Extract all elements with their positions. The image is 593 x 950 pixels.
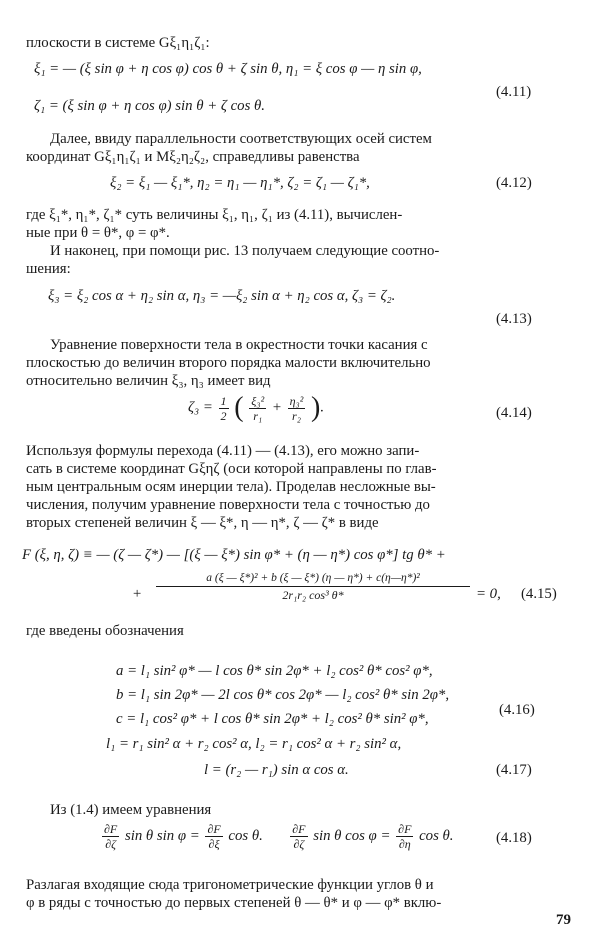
equation-line: ξ₁ = — (ξ sin φ + η cos φ) cos θ + ζ sin θ, η₁ = ξ cos φ — η sin φ,	[34, 61, 422, 77]
text-line: сать в системе координат Gξηζ (оси которой направлены по глав-	[26, 461, 437, 477]
text-line: координат Gξ₁η₁ζ₁ и Mξ₂η₂ζ₂, справедливы равенства	[26, 149, 360, 165]
equation-line: a = l₁ sin² φ* — l cos θ* sin 2φ* + l₂ cos² θ* cos² φ*,	[116, 663, 433, 679]
equation-line: F (ξ, η, ζ) ≡ — (ζ — ζ*) — [(ξ — ξ*) sin φ* + (η — η*) cos φ*] tg θ* +	[22, 547, 446, 563]
equation-4-18: $\frac{\partial F}{\partial\zeta}$ sin θ sin φ = $\frac{\partial F}{\partial\xi}$ cos θ. $\frac{\partial F}{\partial\zeta}$ sin θ cos φ = $\frac{\partial F}{\partial\eta}$ cos θ.	[104, 822, 454, 851]
text-line: шения:	[26, 261, 71, 277]
equation-line: l₁ = r₁ sin² α + r₂ cos² α, l₂ = r₁ cos² α + r₂ sin² α,	[106, 736, 402, 752]
text-line: Разлагая входящие сюда тригонометрические функции углов θ и	[26, 877, 434, 893]
equation-4-15-fraction	[156, 570, 470, 603]
equation-line: l = (r₂ — r₁) sin α cos α.	[204, 762, 349, 778]
equation-number: (4.16)	[499, 702, 535, 718]
equation-line: c = l₁ cos² φ* + l cos θ* sin 2φ* + l₂ cos² θ* sin² φ*,	[116, 711, 429, 727]
text-line: относительно величин ξ₃, η₃ имеет вид	[26, 373, 271, 389]
fraction-half: $\frac{1}{2}$	[220, 393, 227, 423]
equation-plus: +	[132, 586, 142, 602]
equation-number: (4.12)	[496, 175, 532, 191]
text-line: где введены обозначения	[26, 623, 184, 639]
equation-number: (4.18)	[496, 830, 532, 846]
partial-fraction: $\frac{\partial F}{\partial\zeta}$	[104, 822, 118, 851]
page-number: 79	[556, 912, 571, 928]
fraction-term1: $\frac{\text{ξ₃²}}{\text{r₁}}$	[251, 393, 265, 423]
text-line: ные при θ = θ*, φ = φ*.	[26, 225, 170, 241]
equation-number: (4.13)	[496, 311, 532, 327]
partial-fraction: $\frac{\partial F}{\partial\eta}$	[398, 822, 412, 851]
text-line: вторых степеней величин ξ — ξ*, η — η*, ζ — ζ* в виде	[26, 515, 379, 531]
equation-lhs: ζ₃ =	[188, 399, 213, 416]
equation-number: (4.17)	[496, 762, 532, 778]
equation-number: (4.14)	[496, 405, 532, 421]
equation-number: (4.15)	[521, 586, 557, 602]
equation-line: b = l₁ sin 2φ* — 2l cos θ* cos 2φ* — l₂ cos² θ* sin 2φ*,	[116, 687, 450, 703]
fraction-term2: $\frac{\text{η₃²}}{\text{r₂}}$	[289, 393, 304, 423]
fraction-numerator: a (ξ — ξ*)² + b (ξ — ξ*) (η — η*) + c(η—η*)²	[156, 570, 470, 587]
equation-4-14: ζ₃ = $\frac{1}{2}$ ( $\frac{\text{ξ₃²}}{\text{r₁}}$ + $\frac{\text{η₃²}}{\text{r₂}}$ ).	[188, 392, 325, 423]
partial-fraction: $\frac{\partial F}{\partial\zeta}$	[292, 822, 306, 851]
text-line: ным центральным осям инерции тела). Проделав несложные вы-	[26, 479, 436, 495]
text-line: где ξ₁*, η₁*, ζ₁* суть величины ξ₁, η₁, ζ₁ из (4.11), вычислен-	[26, 207, 403, 223]
equation-rhs: = 0,	[476, 586, 501, 602]
equation-line: ζ₁ = (ξ sin φ + η cos φ) sin θ + ζ cos θ.	[34, 98, 265, 114]
equation-line: ξ₂ = ξ₁ — ξ₁*, η₂ = η₁ — η₁*, ζ₂ = ζ₁ — ζ₁*,	[110, 175, 370, 191]
text-line: Далее, ввиду параллельности соответствующих осей систем	[50, 131, 432, 147]
text-line: И наконец, при помощи рис. 13 получаем следующие соотно-	[50, 243, 440, 259]
text-line: числения, получим уравнение поверхности тела с точностью до	[26, 497, 430, 513]
text-line: Из (1.4) имеем уравнения	[50, 802, 212, 818]
text-line: плоскостью до величин второго порядка малости включительно	[26, 355, 431, 371]
partial-fraction: $\frac{\partial F}{\partial\xi}$	[207, 822, 221, 851]
text-line: Используя формулы перехода (4.11) — (4.13), его можно запи-	[26, 443, 420, 459]
equation-line: ξ₃ = ξ₂ cos α + η₂ sin α, η₃ = —ξ₂ sin α + η₂ cos α, ζ₃ = ζ₂.	[48, 288, 396, 304]
text-line: Уравнение поверхности тела в окрестности точки касания с	[50, 337, 428, 353]
equation-number: (4.11)	[496, 84, 532, 100]
text-line: φ в ряды с точностью до первых степеней θ — θ* и φ — φ* вклю-	[26, 895, 442, 911]
fraction-denominator: 2r₁r₂ cos³ θ*	[282, 588, 344, 602]
text-line: плоскости в системе Gξ₁η₁ζ₁:	[26, 35, 210, 51]
